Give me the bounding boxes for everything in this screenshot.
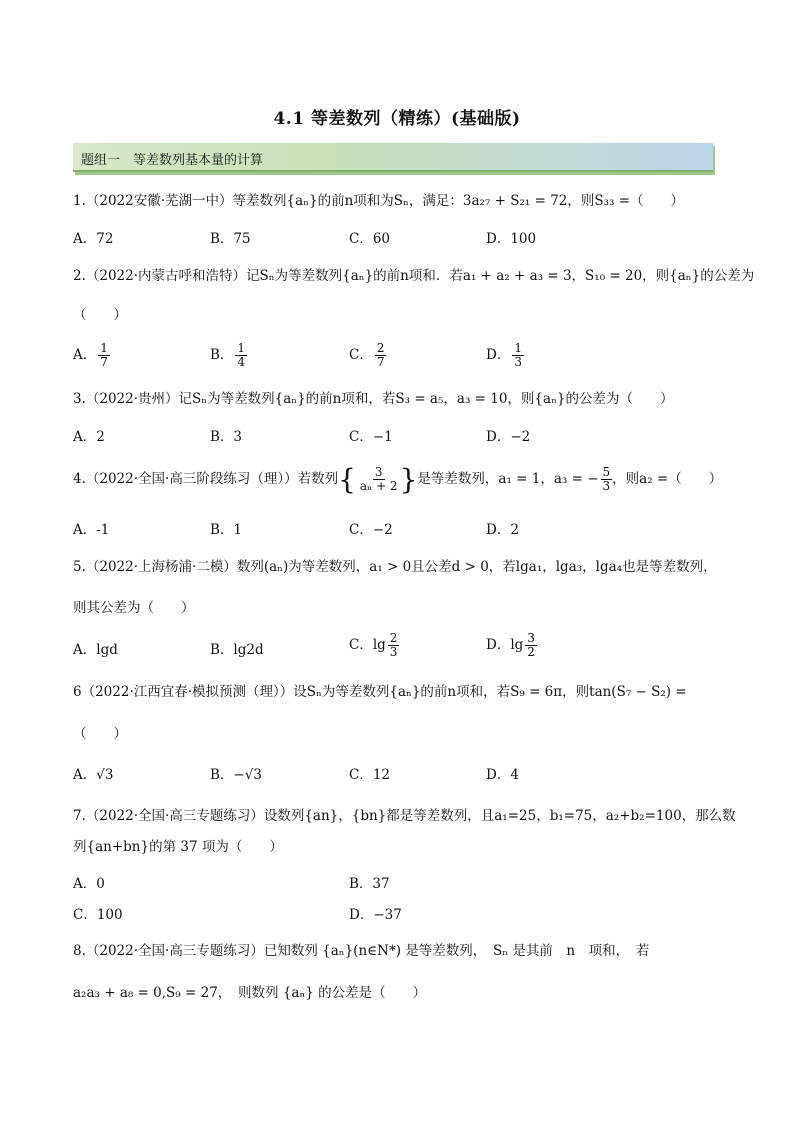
- left-brace: {: [338, 463, 356, 496]
- section-label: 题组一 等差数列基本量的计算: [81, 153, 264, 168]
- question-5-line-2: 则其公差为（ ）: [73, 600, 195, 616]
- question-2-option-d-label: D．: [486, 347, 511, 363]
- fraction-numerator: 2: [389, 631, 398, 645]
- question-5-line-1: 5.（2022·上海杨浦·二模）数列(aₙ)为等差数列，a₁ > 0且公差d > 0，若lga₁，lga₃，lga₄也是等差数列，: [73, 559, 717, 575]
- question-1: 1.（2022安徽·芜湖一中）等差数列{aₙ}的前n项和为Sₙ，满足：3a₂₇ + S₂₁ = 72，则S₃₃ =（ ）: [73, 193, 685, 209]
- question-6-line-1: 6（2022·江西宜春·模拟预测（理））设Sₙ为等差数列{aₙ}的前n项和，若S₉ = 6π，则tan(S₇ − S₂) =: [73, 684, 687, 700]
- question-5-option-c-label: C．lg: [349, 637, 386, 653]
- question-7-option-c: C．100: [73, 907, 123, 923]
- question-4-option-b: B．1: [210, 522, 243, 538]
- question-5-option-d-label: D．lg: [486, 637, 524, 653]
- question-2-option-a-label: A．: [73, 347, 97, 363]
- question-6-line-2: （ ）: [73, 726, 127, 742]
- question-4-text-end: ，则a₂ =（ ）: [612, 471, 723, 487]
- question-1-option-d: D．100: [486, 231, 537, 247]
- fraction-numerator: 3: [374, 465, 383, 479]
- question-5-option-c: [349, 632, 399, 659]
- question-1-option-a: A．72: [73, 231, 114, 247]
- question-1-option-b: B．75: [210, 231, 251, 247]
- question-4-option-c: C．−2: [349, 522, 393, 538]
- question-4-text-start: 4.（2022·全国·高三阶段练习（理））若数列: [73, 471, 339, 487]
- fraction-numerator: 3: [527, 631, 535, 645]
- question-2-line-1: 2.（2022·内蒙古呼和浩特）记Sₙ为等差数列{aₙ}的前n项和．若a₁ + a₂ + a₃ = 3，S₁₀ = 20，则{aₙ}的公差为: [73, 268, 755, 284]
- question-6-option-c: C．12: [349, 767, 391, 783]
- fraction-numerator: 1: [514, 341, 522, 355]
- question-4-option-a: A．-1: [73, 522, 110, 538]
- fraction: [525, 632, 537, 659]
- question-2-option-d: [486, 342, 524, 369]
- question-2-line-2: （ ）: [73, 307, 127, 323]
- fraction: [388, 632, 400, 659]
- fraction-numerator: 1: [100, 341, 108, 355]
- question-2-option-c: [349, 342, 386, 369]
- question-7-option-d: D．−37: [349, 907, 402, 923]
- fraction-numerator: 1: [237, 341, 246, 355]
- fraction: [358, 466, 400, 493]
- question-4-text-middle: 是等差数列，a₁ = 1，a₃ = −: [417, 471, 599, 487]
- question-1-option-c: C．60: [349, 231, 391, 247]
- fraction-numerator: 2: [376, 341, 385, 355]
- fraction-denominator: 7: [376, 355, 385, 369]
- question-4: [73, 463, 722, 496]
- question-5-option-b: B．lg2d: [210, 642, 264, 658]
- right-brace: }: [399, 463, 418, 496]
- fraction-numerator: 5: [602, 465, 611, 479]
- question-7-line-1: 7.（2022·全国·高三专题练习）设数列{an}，{bn}都是等差数列，且a₁=25，b₁=75，a₂+b₂=100，那么数: [73, 808, 736, 824]
- fraction: [235, 342, 247, 369]
- fraction: [512, 342, 524, 369]
- fraction-denominator: 7: [100, 355, 108, 369]
- fraction-denominator: aₙ + 2: [359, 479, 398, 493]
- question-3-option-b: B．3: [210, 429, 243, 445]
- question-5-option-d: [486, 632, 537, 659]
- fraction: [98, 342, 110, 369]
- question-2-option-c-label: C．: [349, 347, 373, 363]
- question-6-option-d: D．4: [486, 767, 519, 783]
- fraction-denominator: 3: [514, 355, 522, 369]
- question-2-option-b-label: B．: [210, 347, 234, 363]
- fraction-denominator: 3: [602, 479, 611, 493]
- question-2-option-b: [210, 342, 247, 369]
- question-6-option-b: B．−√3: [210, 767, 262, 783]
- question-8-line-2: a₂a₃ + a₈ = 0,S₉ = 27， 则数列 {aₙ} 的公差是（ ）: [73, 985, 427, 1001]
- question-7-line-2: 列{an+bn}的第 37 项为（ ）: [73, 839, 283, 855]
- question-2-option-a: [73, 342, 110, 369]
- fraction: [601, 466, 613, 493]
- question-7-option-a: A．0: [73, 876, 105, 892]
- question-3: 3.（2022·贵州）记Sₙ为等差数列{aₙ}的前n项和，若S₃ = a₅，a₃ = 10，则{aₙ}的公差为（ ）: [73, 391, 674, 407]
- fraction-denominator: 2: [527, 645, 535, 659]
- fraction-denominator: 4: [237, 355, 246, 369]
- fraction: [375, 342, 387, 369]
- question-3-option-a: A．2: [73, 429, 105, 445]
- page-title: 4.1 等差数列（精练）(基础版): [273, 109, 521, 129]
- question-3-option-c: C．−1: [349, 429, 393, 445]
- question-4-option-d: D．2: [486, 522, 519, 538]
- question-8-line-1: 8.（2022·全国·高三专题练习）已知数列 {aₙ}(n∈N*) 是等差数列， Sₙ 是其前 n 项和， 若: [73, 943, 650, 959]
- section-header: [73, 143, 713, 172]
- question-6-option-a: A．√3: [73, 767, 114, 783]
- fraction-denominator: 3: [389, 645, 398, 659]
- question-3-option-d: D．−2: [486, 429, 531, 445]
- question-7-option-b: B．37: [349, 876, 390, 892]
- question-5-option-a: A．lgd: [73, 642, 118, 658]
